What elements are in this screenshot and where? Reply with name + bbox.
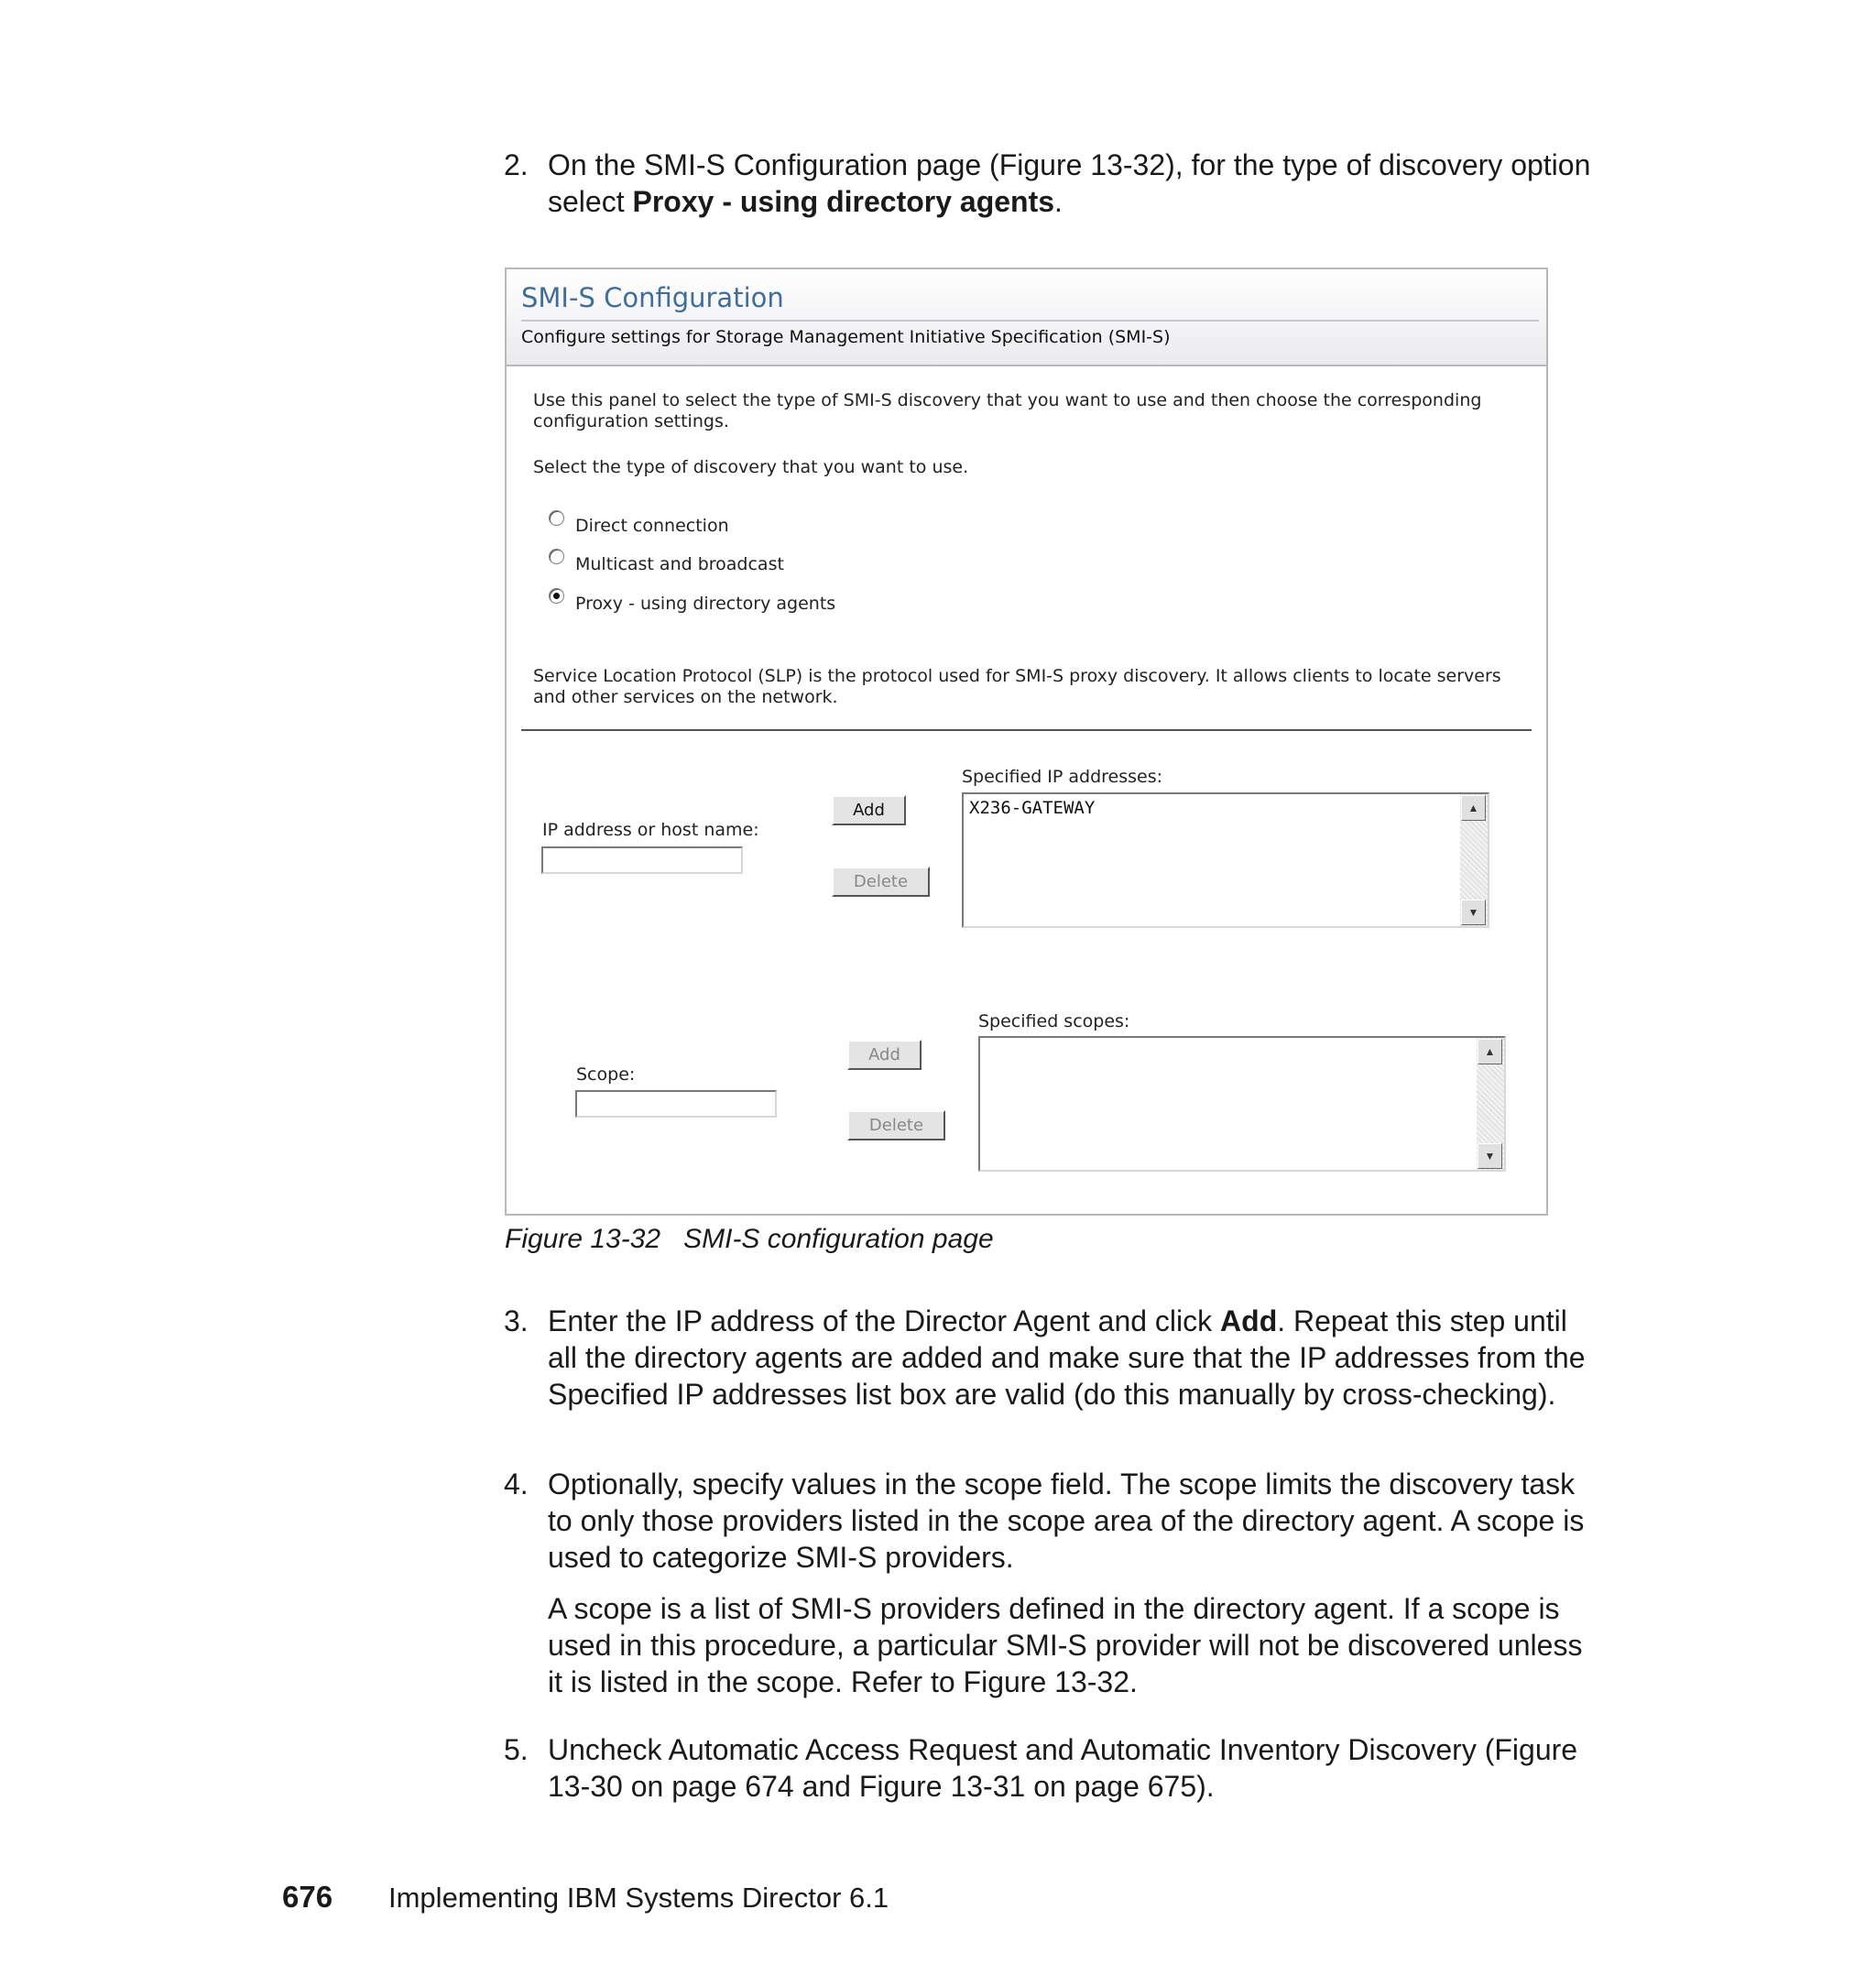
scope-delete-button[interactable]: Delete <box>847 1110 945 1140</box>
step-text: Enter the IP address of the Director Agent and click Add. Repeat this step until all the directory agents are added and make sure that the IP addresses from the Specified IP addresses list box are valid (do this manually by cross-checking). <box>548 1304 1586 1411</box>
discovery-type-prompt: Select the type of discovery that you want to use. <box>533 457 969 477</box>
paragraph: Optionally, specify values in the scope field. The scope limits the discovery task to only those providers listed in the scope area of the directory agent. A scope is used to categorize SMI-S providers. <box>548 1468 1585 1574</box>
panel-header <box>507 269 1546 366</box>
scope-label: Scope: <box>576 1064 636 1085</box>
ip-address-label: IP address or host name: <box>542 820 759 840</box>
specified-scopes-label: Specified scopes: <box>978 1011 1130 1031</box>
ip-delete-button[interactable]: Delete <box>832 867 930 897</box>
panel-title: SMI-S Configuration <box>521 282 784 313</box>
header-divider <box>521 320 1539 322</box>
scrollbar[interactable] <box>1460 794 1488 926</box>
step-3 <box>504 1303 1603 1413</box>
panel-subtitle: Configure settings for Storage Management Initiative Specification (SMI-S) <box>521 327 1171 347</box>
emphasis: Proxy - using directory agents <box>632 185 1055 218</box>
scroll-up-icon[interactable]: ▲ <box>1478 1039 1502 1064</box>
scroll-down-icon[interactable]: ▼ <box>1461 900 1486 925</box>
step-4 <box>504 1466 1603 1700</box>
specified-ip-listbox[interactable] <box>962 792 1489 928</box>
step-5 <box>504 1731 1603 1805</box>
smis-configuration-panel <box>505 267 1548 1216</box>
emphasis: Add <box>1220 1304 1278 1337</box>
radio-label: Direct connection <box>575 516 729 536</box>
scope-add-button[interactable]: Add <box>847 1040 922 1070</box>
specified-ip-label: Specified IP addresses: <box>962 767 1163 787</box>
book-title: Implementing IBM Systems Director 6.1 <box>388 1882 889 1914</box>
ip-add-button[interactable]: Add <box>832 795 906 825</box>
radio-label: Multicast and broadcast <box>575 554 784 574</box>
scroll-up-icon[interactable]: ▲ <box>1461 795 1486 821</box>
ip-address-input[interactable] <box>541 846 743 874</box>
list-item[interactable]: X236-GATEWAY <box>969 798 1096 818</box>
radio-proxy-directory-agents[interactable] <box>549 588 564 604</box>
panel-intro: Use this panel to select the type of SMI-S discovery that you want to use and then choose the corresponding configuration settings. <box>533 390 1482 431</box>
step-2 <box>504 147 1603 220</box>
radio-multicast-broadcast[interactable] <box>549 549 564 564</box>
step-number: 4. <box>504 1468 529 1500</box>
step-text: On the SMI-S Configuration page (Figure 13-32), for the type of discovery option select Proxy - using directory agents. <box>548 148 1591 218</box>
step-text: Uncheck Automatic Access Request and Automatic Inventory Discovery (Figure 13-30 on page 674 and Figure 13-31 on page 675). <box>548 1733 1578 1803</box>
page-number: 676 <box>282 1880 333 1914</box>
section-divider <box>521 729 1532 731</box>
scrollbar[interactable] <box>1477 1038 1504 1170</box>
scope-input[interactable] <box>575 1090 777 1118</box>
step-number: 2. <box>504 148 529 181</box>
radio-label: Proxy - using directory agents <box>575 594 836 614</box>
paragraph: A scope is a list of SMI-S providers defined in the directory agent. If a scope is used in this procedure, a particular SMI-S provider will not be discovered unless it is listed in the scope. Refer to Figure 13-32. <box>548 1592 1583 1698</box>
figure-caption: Figure 13-32 SMI-S configuration page <box>505 1224 994 1254</box>
step-number: 5. <box>504 1733 529 1766</box>
scroll-down-icon[interactable]: ▼ <box>1478 1143 1502 1169</box>
slp-note: Service Location Protocol (SLP) is the protocol used for SMI-S proxy discovery. It allows clients to locate servers and other services on the network. <box>533 666 1501 707</box>
step-text <box>548 1466 1603 1700</box>
step-number: 3. <box>504 1304 529 1337</box>
specified-scopes-listbox[interactable] <box>978 1036 1506 1172</box>
radio-direct-connection[interactable] <box>549 510 564 526</box>
